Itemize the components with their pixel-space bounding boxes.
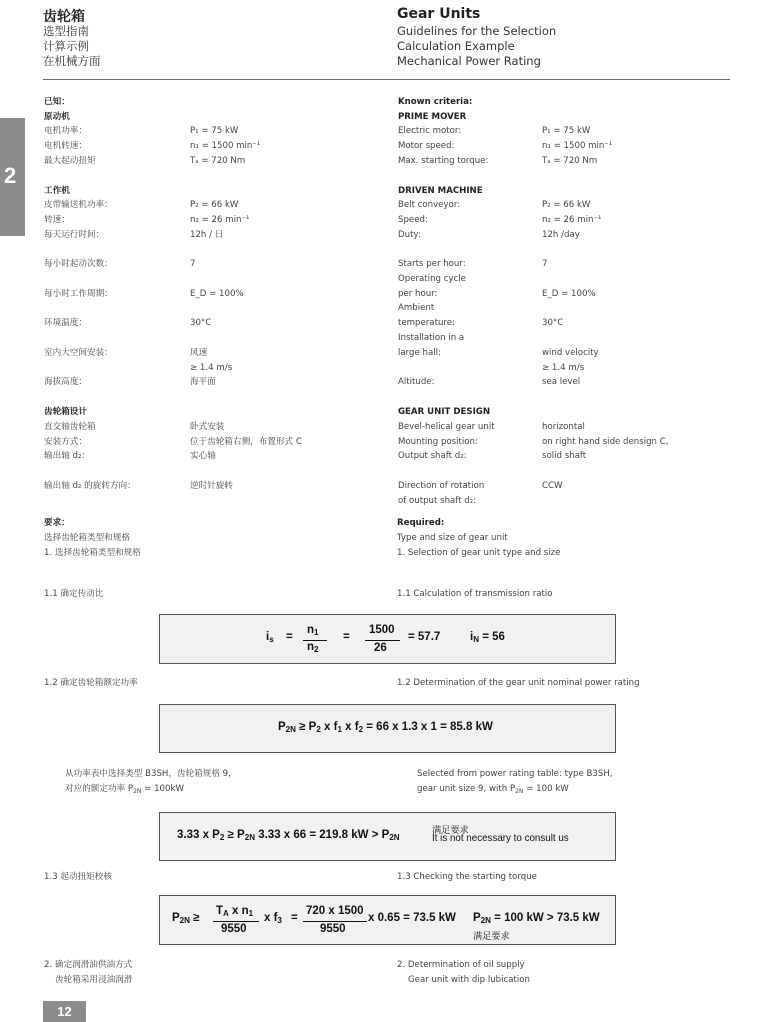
section-2-zh-1: 2. 确定润滑油供油方式 [44, 960, 133, 970]
prime-row-en-val: P₁ = 75 kW [542, 126, 591, 136]
cycle-en-val: E_D = 100% [542, 289, 596, 299]
driven-row-zh: 转速： [44, 215, 70, 225]
section-1-2-en: 1.2 Determination of the gear unit nominal power rating [397, 678, 640, 688]
ratio-iN: $i_N = 56$ [470, 631, 505, 644]
cycle-zh: 每小时工作周期： [44, 289, 113, 299]
torque-lhs: $P_{2N}$ ≥ [172, 912, 200, 925]
driven-row-zh-val: 12h / 日 [190, 230, 224, 240]
prime-row-en-val: n₁ = 1500 min⁻¹ [542, 141, 613, 151]
zh-subtitle-3: 在机械方面 [43, 54, 101, 68]
rotation-en-2: of output shaft d₂: [398, 496, 477, 506]
ratio-eq1: = [286, 631, 293, 643]
prime-row-en-val: Tₐ = 720 Nm [542, 156, 598, 166]
ratio-denominator: 26 [374, 642, 387, 654]
torque-f3: x $f_3$ [264, 912, 282, 925]
design-row-en-val: solid shaft [542, 451, 587, 461]
design-row-zh-val: 卧式安装 [190, 422, 225, 432]
alt-en-val: sea level [542, 377, 581, 387]
ratio-result: = 57.7 [408, 631, 441, 643]
required-zh-2: 1. 选择齿轮箱类型和规格 [44, 548, 141, 558]
selection-zh-2: 对应的额定功率 $P_{2N} = 100kW$ [65, 784, 184, 795]
driven-row-en-val: P₂ = 66 kW [542, 200, 591, 210]
design-row-zh: 安装方式： [44, 437, 87, 447]
ratio-n1: $n_1$ [307, 624, 319, 637]
temp-en-1: Ambient [398, 303, 435, 313]
power-formula: $P_{2N} \ge P_2$ x $f_1$ x $f_2 = 66$ x 1.3 x 1 = 85.8 kW [278, 721, 493, 734]
selection-en-2: gear unit size 9, with $P_{2N} = 100$ kW [417, 784, 569, 795]
starts-en: Starts per hour: [398, 259, 466, 269]
hall-en-val-1: wind velocity [542, 348, 599, 358]
cycle-zh-val: E_D = 100% [190, 289, 244, 299]
zh-subtitle-2: 计算示例 [43, 39, 89, 53]
prime-zh: 原动机 [44, 112, 70, 122]
starts-zh-val: 7 [190, 259, 196, 269]
ratio-numerator: 1500 [369, 624, 395, 636]
driven-en: DRIVEN MACHINE [398, 186, 483, 196]
en-title: Gear Units [397, 6, 481, 22]
torque-ok: 满足要求 [473, 931, 510, 942]
alt-zh-val: 海平面 [190, 377, 216, 387]
required-en-2: 1. Selection of gear unit type and size [397, 548, 561, 558]
driven-row-zh-val: P₂ = 66 kW [190, 200, 239, 210]
zh-subtitle-1: 选型指南 [43, 24, 89, 38]
required-zh: 要求： [44, 518, 70, 528]
hall-zh-val-1: 风速 [190, 348, 208, 358]
hall-zh-val-2: ≥ 1.4 m/s [190, 363, 233, 373]
temp-zh-val: 30°C [190, 318, 212, 328]
prime-row-en: Max. starting torque: [398, 156, 489, 166]
chapter-number: 2 [4, 163, 17, 188]
selection-en-1: Selected from power rating table: type B3SH, [417, 769, 613, 779]
design-row-zh: 直交轴齿轮箱 [44, 422, 96, 432]
check-note-en: It is not necessary to consult us [432, 833, 569, 844]
starts-zh: 每小时起动次数： [44, 259, 113, 269]
design-row-en: Mounting position: [398, 437, 478, 447]
torque-denominator: 9550 [221, 923, 247, 935]
design-row-en: Output shaft d₂: [398, 451, 467, 461]
formula-box-ratio [159, 614, 616, 664]
zh-title: 齿轮箱 [43, 9, 85, 25]
design-row-zh-val: 实心轴 [190, 451, 216, 461]
temp-en-val: 30°C [542, 318, 564, 328]
formula-box-power [159, 704, 616, 753]
temp-en-2: temperature: [398, 318, 455, 328]
hall-zh: 室内大空间安装： [44, 348, 113, 358]
required-zh-1: 选择齿轮箱类型和规格 [44, 533, 130, 543]
cycle-en-2: per hour: [398, 289, 438, 299]
design-row-en-val: on right hand side densign C, [542, 437, 669, 447]
formula-box-torque [159, 895, 616, 945]
driven-row-en: Speed: [398, 215, 428, 225]
prime-row-zh: 电机功率： [44, 126, 87, 136]
driven-row-en: Duty: [398, 230, 421, 240]
hall-en-2: large hall: [398, 348, 441, 358]
en-subtitle-3: Mechanical Power Rating [397, 54, 541, 68]
selection-zh-1: 从功率表中选择类型 B3SH，齿轮箱规格 9， [65, 769, 237, 779]
design-row-en-val: horizontal [542, 422, 585, 432]
prime-row-zh-val: P₁ = 75 kW [190, 126, 239, 136]
known-en: Known criteria: [398, 97, 473, 107]
header-divider [43, 79, 730, 80]
torque-result: x 0.65 = 73.5 kW [368, 912, 456, 924]
prime-row-en: Motor speed: [398, 141, 455, 151]
design-en: GEAR UNIT DESIGN [398, 407, 491, 417]
design-zh: 齿轮箱设计 [44, 407, 87, 417]
section-2-zh-2: 齿轮箱采用浸油润滑 [55, 975, 133, 985]
section-1-1-zh: 1.1 确定传动比 [44, 589, 104, 599]
page-number: 12 [43, 1001, 86, 1022]
torque-comparison: $P_{2N} = 100$ kW > 73.5 kW [473, 912, 600, 925]
section-1-2-zh: 1.2 确定齿轮箱额定功率 [44, 678, 138, 688]
prime-row-zh-val: n₁ = 1500 min⁻¹ [190, 141, 261, 151]
hall-en-1: Installation in a [398, 333, 465, 343]
required-en-1: Type and size of gear unit [397, 533, 508, 543]
required-en: Required: [397, 518, 445, 528]
check-formula: 3.33 x $P_2 \ge P_{2N}$ 3.33 x 66 = 219.8 kW > $P_{2N}$ [177, 829, 400, 842]
section-1-1-en: 1.1 Calculation of transmission ratio [397, 589, 553, 599]
rotation-en-1: Direction of rotation [398, 481, 485, 491]
section-2-en-1: 2. Determination of oil supply [397, 960, 525, 970]
section-1-3-zh: 1.3 起动扭矩校核 [44, 872, 112, 882]
driven-row-en: Belt conveyor: [398, 200, 461, 210]
alt-zh: 海拔高度： [44, 377, 87, 387]
en-subtitle-1: Guidelines for the Selection [397, 24, 557, 38]
rotation-zh-val: 逆时针旋转 [190, 481, 233, 491]
torque-eq: = [291, 912, 298, 924]
check-note-zh: 满足要求 [432, 825, 469, 836]
en-subtitle-2: Calculation Example [397, 39, 515, 53]
torque-numerator-values: 720 x 1500 [306, 905, 364, 917]
prime-row-zh: 最大起动扭矩 [44, 156, 96, 166]
driven-row-zh: 皮带输送机功率： [44, 200, 113, 210]
cycle-en-1: Operating cycle [398, 274, 466, 284]
alt-en: Altitude: [398, 377, 435, 387]
driven-row-zh-val: n₂ = 26 min⁻¹ [190, 215, 250, 225]
prime-row-en: Electric motor: [398, 126, 462, 136]
driven-row-en-val: n₂ = 26 min⁻¹ [542, 215, 602, 225]
torque-fraction-bar-2 [303, 921, 367, 922]
design-row-en: Bevel-helical gear unit [398, 422, 495, 432]
ratio-is: $i_s$ [266, 631, 274, 644]
starts-en-val: 7 [542, 259, 548, 269]
prime-row-zh: 电机转速： [44, 141, 87, 151]
ratio-n2: $n_2$ [307, 641, 319, 654]
design-row-zh-val: 位于齿轮箱右侧，布置形式 C [190, 437, 302, 447]
torque-fraction-bar-1 [213, 921, 259, 922]
driven-row-zh: 每天运行时间： [44, 230, 105, 240]
known-zh: 已知： [44, 97, 70, 107]
design-row-zh: 输出轴 d₂： [44, 451, 91, 461]
driven-zh: 工作机 [44, 186, 70, 196]
torque-numerator: $T_A$ x $n_1$ [216, 905, 254, 918]
section-2-en-2: Gear unit with dip lubication [408, 975, 530, 985]
ratio-fraction-bar-2 [365, 640, 400, 641]
ratio-eq2: = [343, 631, 350, 643]
driven-row-en-val: 12h /day [542, 230, 580, 240]
prime-en: PRIME MOVER [398, 112, 467, 122]
rotation-en-val: CCW [542, 481, 563, 491]
temp-zh: 环境温度： [44, 318, 87, 328]
hall-en-val-2: ≥ 1.4 m/s [542, 363, 585, 373]
prime-row-zh-val: Tₐ = 720 Nm [190, 156, 246, 166]
section-1-3-en: 1.3 Checking the starting torque [397, 872, 537, 882]
torque-denominator-values: 9550 [320, 923, 346, 935]
formula-box-check [159, 812, 616, 861]
rotation-zh: 输出轴 d₂ 的旋转方向： [44, 481, 136, 491]
